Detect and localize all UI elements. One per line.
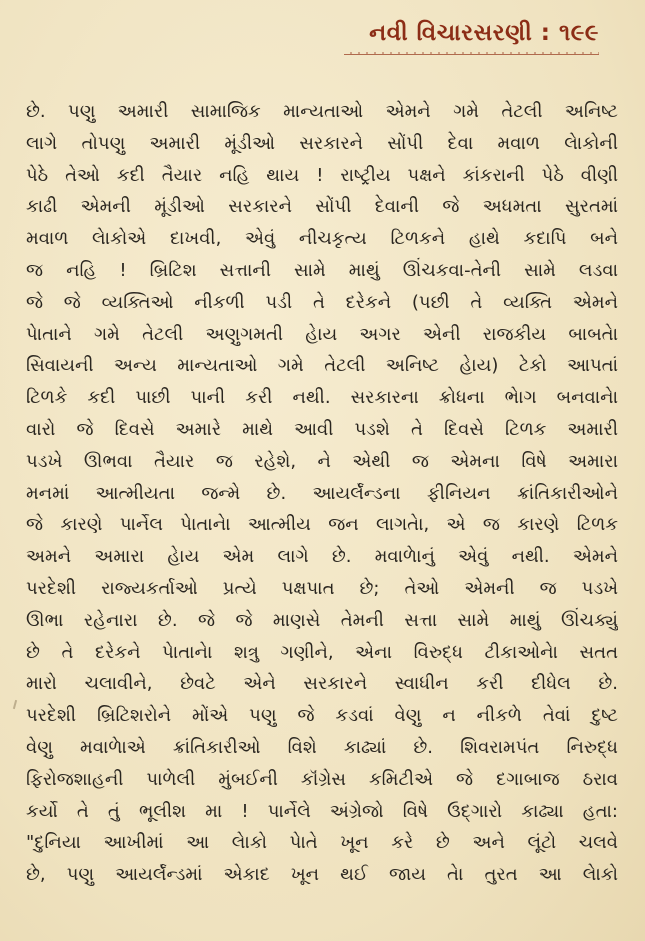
body-paragraph <box>26 96 618 891</box>
text-line: વેણુ મવાળેાએ ક્રાંતિકારીઓ વિશે કાઢ્યાં છે. શિવરામપંત નિરુદ્ધ <box>26 736 618 758</box>
text-line: મારો ચલાવીને, છેવટે એને સરકારને સ્વાધીન કરી દીધેલ છે. <box>26 673 618 695</box>
text-line: છે. પણુ અમારી સામાજિક માન્યતાઓ એમને ગમે તેટલી અનિષ્ટ <box>26 101 618 122</box>
text-line: ટિળકે કદી પાછી પાની કરી નથી. સરકારના ક્રોધના ભેાગ બનવાનેા <box>26 387 618 409</box>
text-line: લાગે તોપણુ અમારી મૂંડીઓ સરકારને સોંપી દેવા મવાળ લેાકોની <box>26 132 618 154</box>
text-line: પેઠે તેઓ કદી તૈયાર નહિ થાય ! રાષ્ટ્રીય પક્ષને કાંકરાની પેઠે વીણી <box>26 164 618 186</box>
text-line: વારો જે દિવસે અમારે માથે આવી પડશે તે દિવસે ટિળક અમારી <box>26 418 618 440</box>
text-line: મનમાં આત્મીયતા જન્મે છે. આયર્લૅન્ડના ફીનિયન ક્રાંતિકારીઓને <box>26 482 618 504</box>
text-line: પરદેશી રાજ્યકર્તાઓ પ્રત્યે પક્ષપાત છે; તેઓ એમની જ પડખે <box>26 577 618 599</box>
text-line: જે કારણે પાર્નેલ પેાતાનેા આત્મીય જન લાગતેા, એ જ કારણે ટિળક <box>26 514 618 536</box>
text-line: છે, પણુ આયર્લૅન્ડમાં એકાદ ખૂન થઈ જાય તેા તુરત આ લેાકો <box>26 864 618 886</box>
text-line: "દુનિયા આખીમાં આ લેાકો પેાતે ખૂન કરે છે અને લૂંટો ચલવે <box>26 832 618 854</box>
text-line: ઊભા રહેનારા છે. જે જે માણસે તેમની સત્તા સામે માથું ઊંચક્યું <box>26 609 618 631</box>
text-line: છે તે દરેકને પેાતાનેા શત્રુ ગણીને, એના વિરુદ્ધ ટીકાઓનેા સતત <box>26 641 618 663</box>
header-underline <box>344 48 599 55</box>
chapter-title-page-number: નવી વિચારસરણી : ૧૯૯ <box>369 20 599 46</box>
text-line: મવાળ લેાકોએ દાખવી, એવું નીચકૃત્ય ટિળકને હાથે કદાપિ બને <box>26 228 618 250</box>
text-line: અમને અમારા હેાય એમ લાગે છે. મવાળેાનું એવું નથી. એમને <box>26 546 618 568</box>
text-line: કાઢી એમની મૂંડીઓ સરકારને સોંપી દેવાની જે અધમતા સુરતમાં <box>26 196 618 218</box>
text-line: કર્યો તે તું ભૂલીશ મા ! પાર્નેલે અંગ્રેજો વિષે ઉદ્ગારો કાઢ્યા હતા: <box>26 800 618 822</box>
margin-mark <box>13 700 17 709</box>
text-line: જ નહિ ! બ્રિટિશ સત્તાની સામે માથું ઊંચકવા-તેની સામે લડવા <box>26 259 618 281</box>
text-line: જે જે વ્યક્તિઓ નીકળી પડી તે દરેકને (પછી તે વ્યક્તિ એમને <box>26 291 618 313</box>
text-line: ફિરોજશાહની પાળેલી મુંબઈની કૉંગ્રેસ કમિટીએ જે દગાબાજ ઠરાવ <box>26 768 618 790</box>
running-header <box>344 20 599 55</box>
text-line: પેાતાને ગમે તેટલી અણુગમતી હેાય અગર એની રાજકીય બાબતેા <box>26 323 618 345</box>
text-line: પરદેશી બ્રિટિશરોને મોંએ પણુ જે કડવાં વેણુ ન નીકળે તેવાં દુષ્ટ <box>26 705 618 727</box>
text-line: સિવાયની અન્ય માન્યતાઓ ગમે તેટલી અનિષ્ટ હેાય) ટેકો આપતાં <box>26 355 618 377</box>
text-line: પડખે ઊભવા તૈયાર જ રહેશે, ને એથી જ એમના વિષે અમારા <box>26 450 618 472</box>
